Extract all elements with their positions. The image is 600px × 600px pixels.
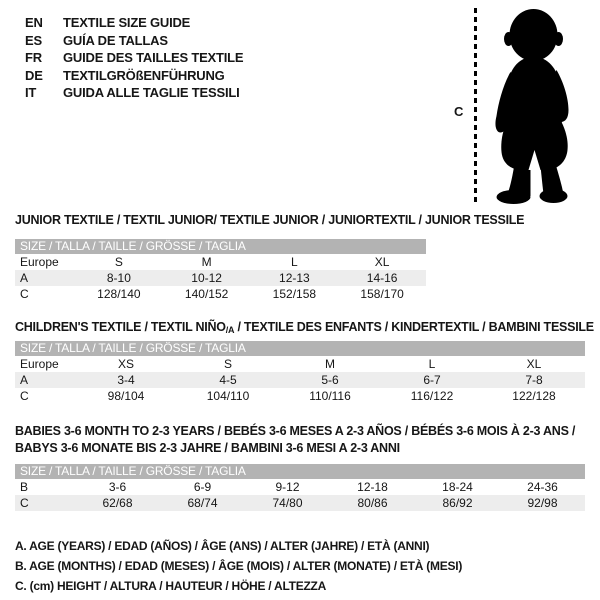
value-cell: 140/152 — [184, 287, 229, 301]
language-list — [25, 14, 243, 102]
language-code: IT — [25, 85, 37, 100]
value-cell: 86/92 — [442, 496, 473, 510]
value-cell: 8-10 — [106, 271, 131, 285]
language-row-de — [25, 67, 243, 85]
height-measure-line — [474, 8, 477, 206]
value-cell: 116/122 — [410, 389, 454, 403]
language-label: GUÍA DE TALLAS — [63, 32, 168, 48]
children-table — [15, 341, 585, 404]
babies-table-title — [15, 423, 575, 457]
size-header-bar: SIZE / TALLA / TAILLE / GRÖSSE / TAGLIA — [15, 341, 585, 356]
table-row — [15, 372, 585, 388]
value-cell: 3-6 — [108, 480, 127, 494]
language-label: TEXTILGRÖßENFÜHRUNG — [63, 67, 225, 83]
size-cell: S — [114, 255, 123, 269]
language-label: GUIDA ALLE TAGLIE TESSILI — [63, 85, 240, 100]
value-cell: 4-5 — [219, 373, 237, 387]
title-text: / TEXTILE DES ENFANTS / KINDERTEXTIL / BAMBINI TESSILE — [234, 320, 594, 334]
value-cell: 12-13 — [279, 271, 310, 285]
row-label: A — [20, 373, 29, 387]
table-row — [15, 254, 426, 270]
size-cell: M — [325, 357, 335, 371]
value-cell: 98/104 — [107, 389, 145, 403]
junior-table-title: JUNIOR TEXTILE / TEXTIL JUNIOR/ TEXTILE JUNIOR / JUNIORTEXTIL / JUNIOR TESSILE — [15, 213, 525, 227]
row-label: C — [20, 389, 29, 403]
value-cell: 158/170 — [360, 287, 404, 301]
language-row-it — [25, 84, 243, 102]
value-cell: 62/68 — [102, 496, 133, 510]
value-cell: 104/110 — [206, 389, 250, 403]
size-header-bar: SIZE / TALLA / TAILLE / GRÖSSE / TAGLIA — [15, 464, 585, 479]
table-row — [15, 479, 585, 495]
value-cell: 6-7 — [423, 373, 441, 387]
language-label: TEXTILE SIZE GUIDE — [63, 15, 191, 30]
row-label: Europe — [20, 357, 59, 371]
table-row — [15, 286, 426, 302]
babies-table — [15, 464, 585, 511]
value-cell: 9-12 — [275, 480, 300, 494]
row-label: A — [20, 271, 29, 285]
value-cell: 12-18 — [357, 480, 388, 494]
value-cell: 5-6 — [321, 373, 339, 387]
language-row-en — [25, 14, 243, 32]
value-cell: 92/98 — [527, 496, 558, 510]
language-code: ES — [25, 32, 42, 48]
value-cell: 6-9 — [193, 480, 212, 494]
value-cell: 80/86 — [357, 496, 388, 510]
table-row — [15, 388, 585, 404]
size-cell: L — [428, 357, 436, 371]
table-row — [15, 270, 426, 286]
language-row-es — [25, 32, 243, 50]
size-cell: S — [223, 357, 232, 371]
footnote-a: A. AGE (YEARS) / EDAD (AÑOS) / ÂGE (ANS) / ALTER (JAHRE) / ETÀ (ANNI) — [15, 539, 430, 553]
value-cell: 68/74 — [187, 496, 218, 510]
footnotes — [15, 536, 462, 596]
children-table-title — [15, 319, 594, 337]
value-cell: 10-12 — [191, 271, 222, 285]
value-cell: 24-36 — [527, 480, 558, 494]
value-cell: 110/116 — [309, 389, 351, 403]
footnote-b: B. AGE (MONTHS) / EDAD (MESES) / ÂGE (MOIS) / ALTER (MONATE) / ETÀ (MESI) — [15, 559, 463, 573]
size-cell: XL — [526, 357, 542, 371]
toddler-silhouette-icon — [487, 6, 582, 206]
value-cell: 18-24 — [442, 480, 473, 494]
title-text: CHILDREN'S TEXTILE / TEXTIL NIÑO — [15, 320, 226, 334]
size-header-bar: SIZE / TALLA / TAILLE / GRÖSSE / TAGLIA — [15, 239, 426, 254]
value-cell: 14-16 — [366, 271, 398, 285]
size-cell: XS — [117, 357, 134, 371]
row-label: B — [20, 480, 29, 494]
language-label: GUIDE DES TAILLES TEXTILE — [63, 50, 244, 65]
junior-table — [15, 239, 426, 302]
size-cell: XL — [374, 255, 390, 269]
row-label: Europe — [20, 255, 59, 269]
title-line: BABIES 3-6 MONTH TO 2-3 YEARS / BEBÉS 3-6 MESES A 2-3 AÑOS / BÉBÉS 3-6 MOIS À 2-3 ANS / — [15, 424, 576, 438]
value-cell: 152/158 — [272, 287, 317, 301]
language-code: DE — [25, 67, 43, 83]
row-label: C — [20, 496, 29, 510]
row-label: C — [20, 287, 29, 301]
language-code: FR — [25, 50, 42, 65]
size-cell: L — [291, 255, 298, 269]
value-cell: 74/80 — [272, 496, 303, 510]
value-cell: 7-8 — [525, 373, 543, 387]
size-cell: M — [201, 255, 212, 269]
table-row — [15, 356, 585, 372]
title-subscript: /A — [225, 325, 235, 335]
footnote-c: C. (cm) HEIGHT / ALTURA / HAUTEUR / HÖHE / ALTEZZA — [15, 579, 327, 593]
title-line: BABYS 3-6 MONATE BIS 2-3 JAHRE / BAMBINI 3-6 MESI A 2-3 ANNI — [15, 441, 400, 455]
language-row-fr — [25, 49, 243, 67]
value-cell: 128/140 — [97, 287, 141, 301]
value-cell: 122/128 — [512, 389, 556, 403]
height-measure-label: C — [454, 104, 464, 119]
table-row — [15, 495, 585, 511]
value-cell: 3-4 — [117, 373, 135, 387]
language-code: EN — [25, 15, 43, 30]
